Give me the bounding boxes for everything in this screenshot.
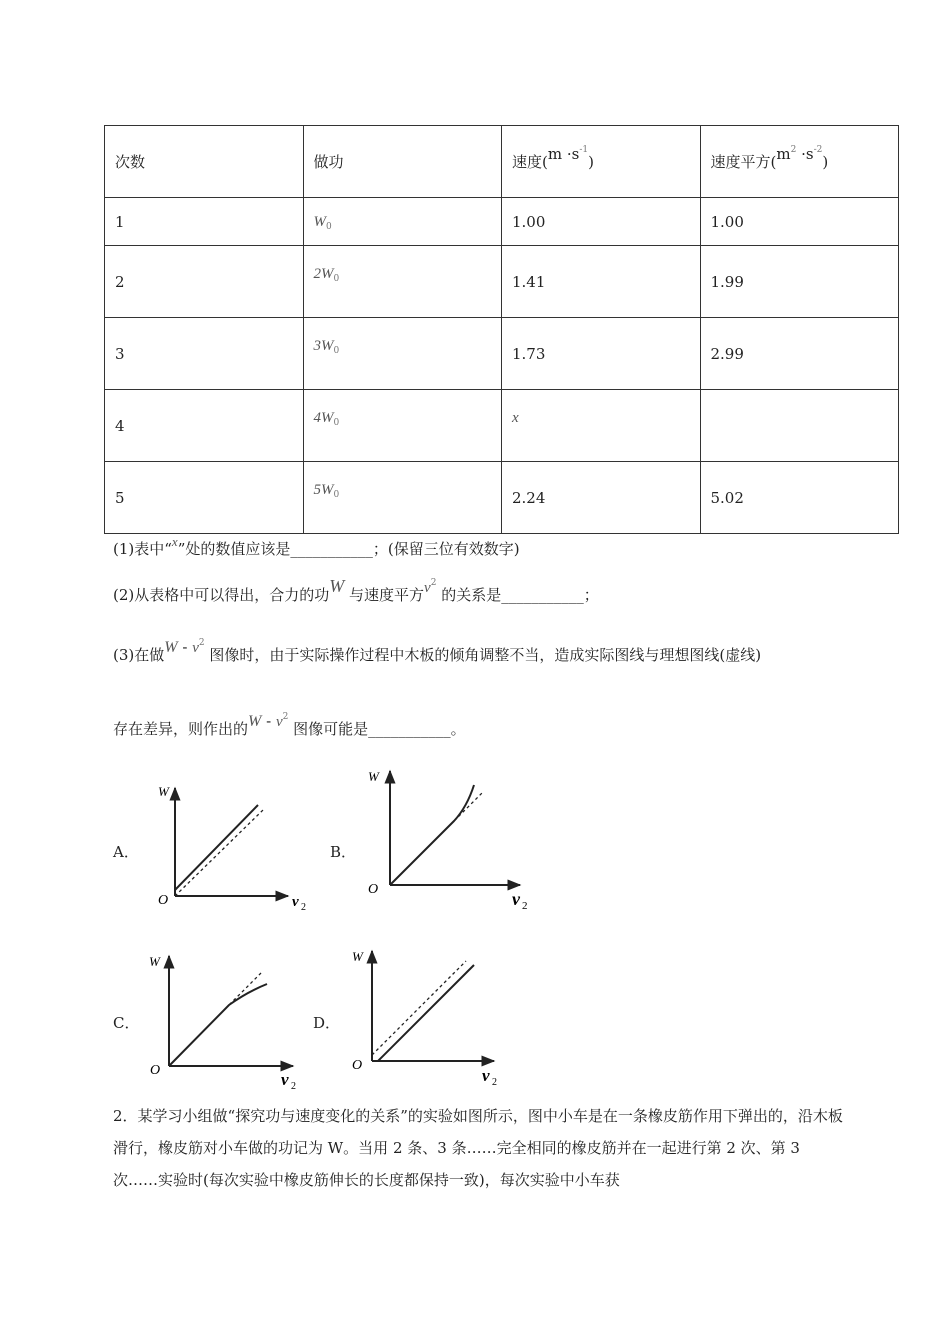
origin-label: O <box>368 882 379 897</box>
w-label: W <box>352 949 363 964</box>
ideal-dashed-line <box>225 973 261 1009</box>
option-a-graph[interactable] <box>148 780 308 920</box>
table-row: 1 $W_0$ 1.00 1.00 <box>105 198 899 246</box>
svg-text:2: 2 <box>301 902 306 913</box>
table-row: 2 $2W_0$ 1.41 1.99 <box>105 246 899 318</box>
actual-curve <box>169 984 267 1066</box>
table-header-row <box>105 126 899 198</box>
table-row: 5 $5W_0$ 2.24 5.02 <box>105 462 899 534</box>
option-d-graph[interactable] <box>346 945 516 1085</box>
question-3-line-1: (3)在做W - $v^2$ 图像时，由于实际操作过程中木板的倾角调整不当，造成实际图线与理想图线(虚线) <box>113 638 762 664</box>
table-row: 4 $4W_0$ x <box>105 390 899 462</box>
table-row: 3 $3W_0$ 1.73 2.99 <box>105 318 899 390</box>
ideal-dashed-line <box>372 961 466 1055</box>
question-1: (1)表中“x”处的数值应该是___________；(保留三位有效数字) <box>113 534 520 558</box>
w-label: W <box>368 769 379 784</box>
option-d-label[interactable]: D． <box>313 1014 341 1032</box>
w-label: W <box>158 784 169 799</box>
option-b-graph[interactable] <box>362 763 542 913</box>
actual-curve <box>390 785 474 885</box>
option-c-label[interactable]: C． <box>113 1014 140 1032</box>
svg-text:2: 2 <box>291 1081 296 1090</box>
svg-text:2: 2 <box>522 900 528 912</box>
data-table <box>104 125 899 534</box>
actual-line <box>175 805 258 890</box>
header-speed-squared: 速度平方$(m^2 \cdot s^{-2})$ <box>700 126 899 198</box>
ideal-dashed-line <box>450 793 482 825</box>
speed-unit: m ·s <box>547 145 580 163</box>
v-label: v <box>292 894 299 910</box>
header-speed: 速度$(m \cdot s^{-1})$ <box>502 126 701 198</box>
question-2: (2)从表格中可以得出，合力的功W 与速度平方$v^2$ 的关系是___________； <box>113 576 599 604</box>
origin-label: O <box>352 1058 363 1073</box>
origin-label: O <box>158 893 169 908</box>
header-work: 做功 <box>303 126 502 198</box>
question-3-line-2: 存在差异，则作出的W - $v^2$ 图像可能是___________。 <box>113 712 466 738</box>
origin-label: O <box>150 1063 161 1078</box>
option-a-label[interactable]: A． <box>113 843 139 861</box>
unknown-x: x <box>512 410 519 426</box>
v-label: v <box>482 1066 490 1085</box>
svg-text:2: 2 <box>492 1077 497 1085</box>
ideal-dashed-line <box>175 810 263 896</box>
actual-line <box>378 965 474 1061</box>
w-label: W <box>149 954 160 969</box>
v-label: v <box>512 889 520 909</box>
option-b-label[interactable]: B． <box>330 843 357 861</box>
question-2-paragraph: 2．某学习小组做“探究功与速度变化的关系”的实验如图所示，图中小车是在一条橡皮筋作用下弹出的，沿木板滑行，橡皮筋对小车做的功记为 W。当用 2 条、3 条……完全相同的橡皮筋并在一起进行第 2 次、第 3 次……实验时(每次实验中橡皮筋伸长的长度都保持一致)，每次实验中小车获 <box>113 1107 843 1189</box>
option-c-graph[interactable] <box>145 950 315 1090</box>
v-label: v <box>281 1070 289 1089</box>
header-count: 次数 <box>105 126 304 198</box>
